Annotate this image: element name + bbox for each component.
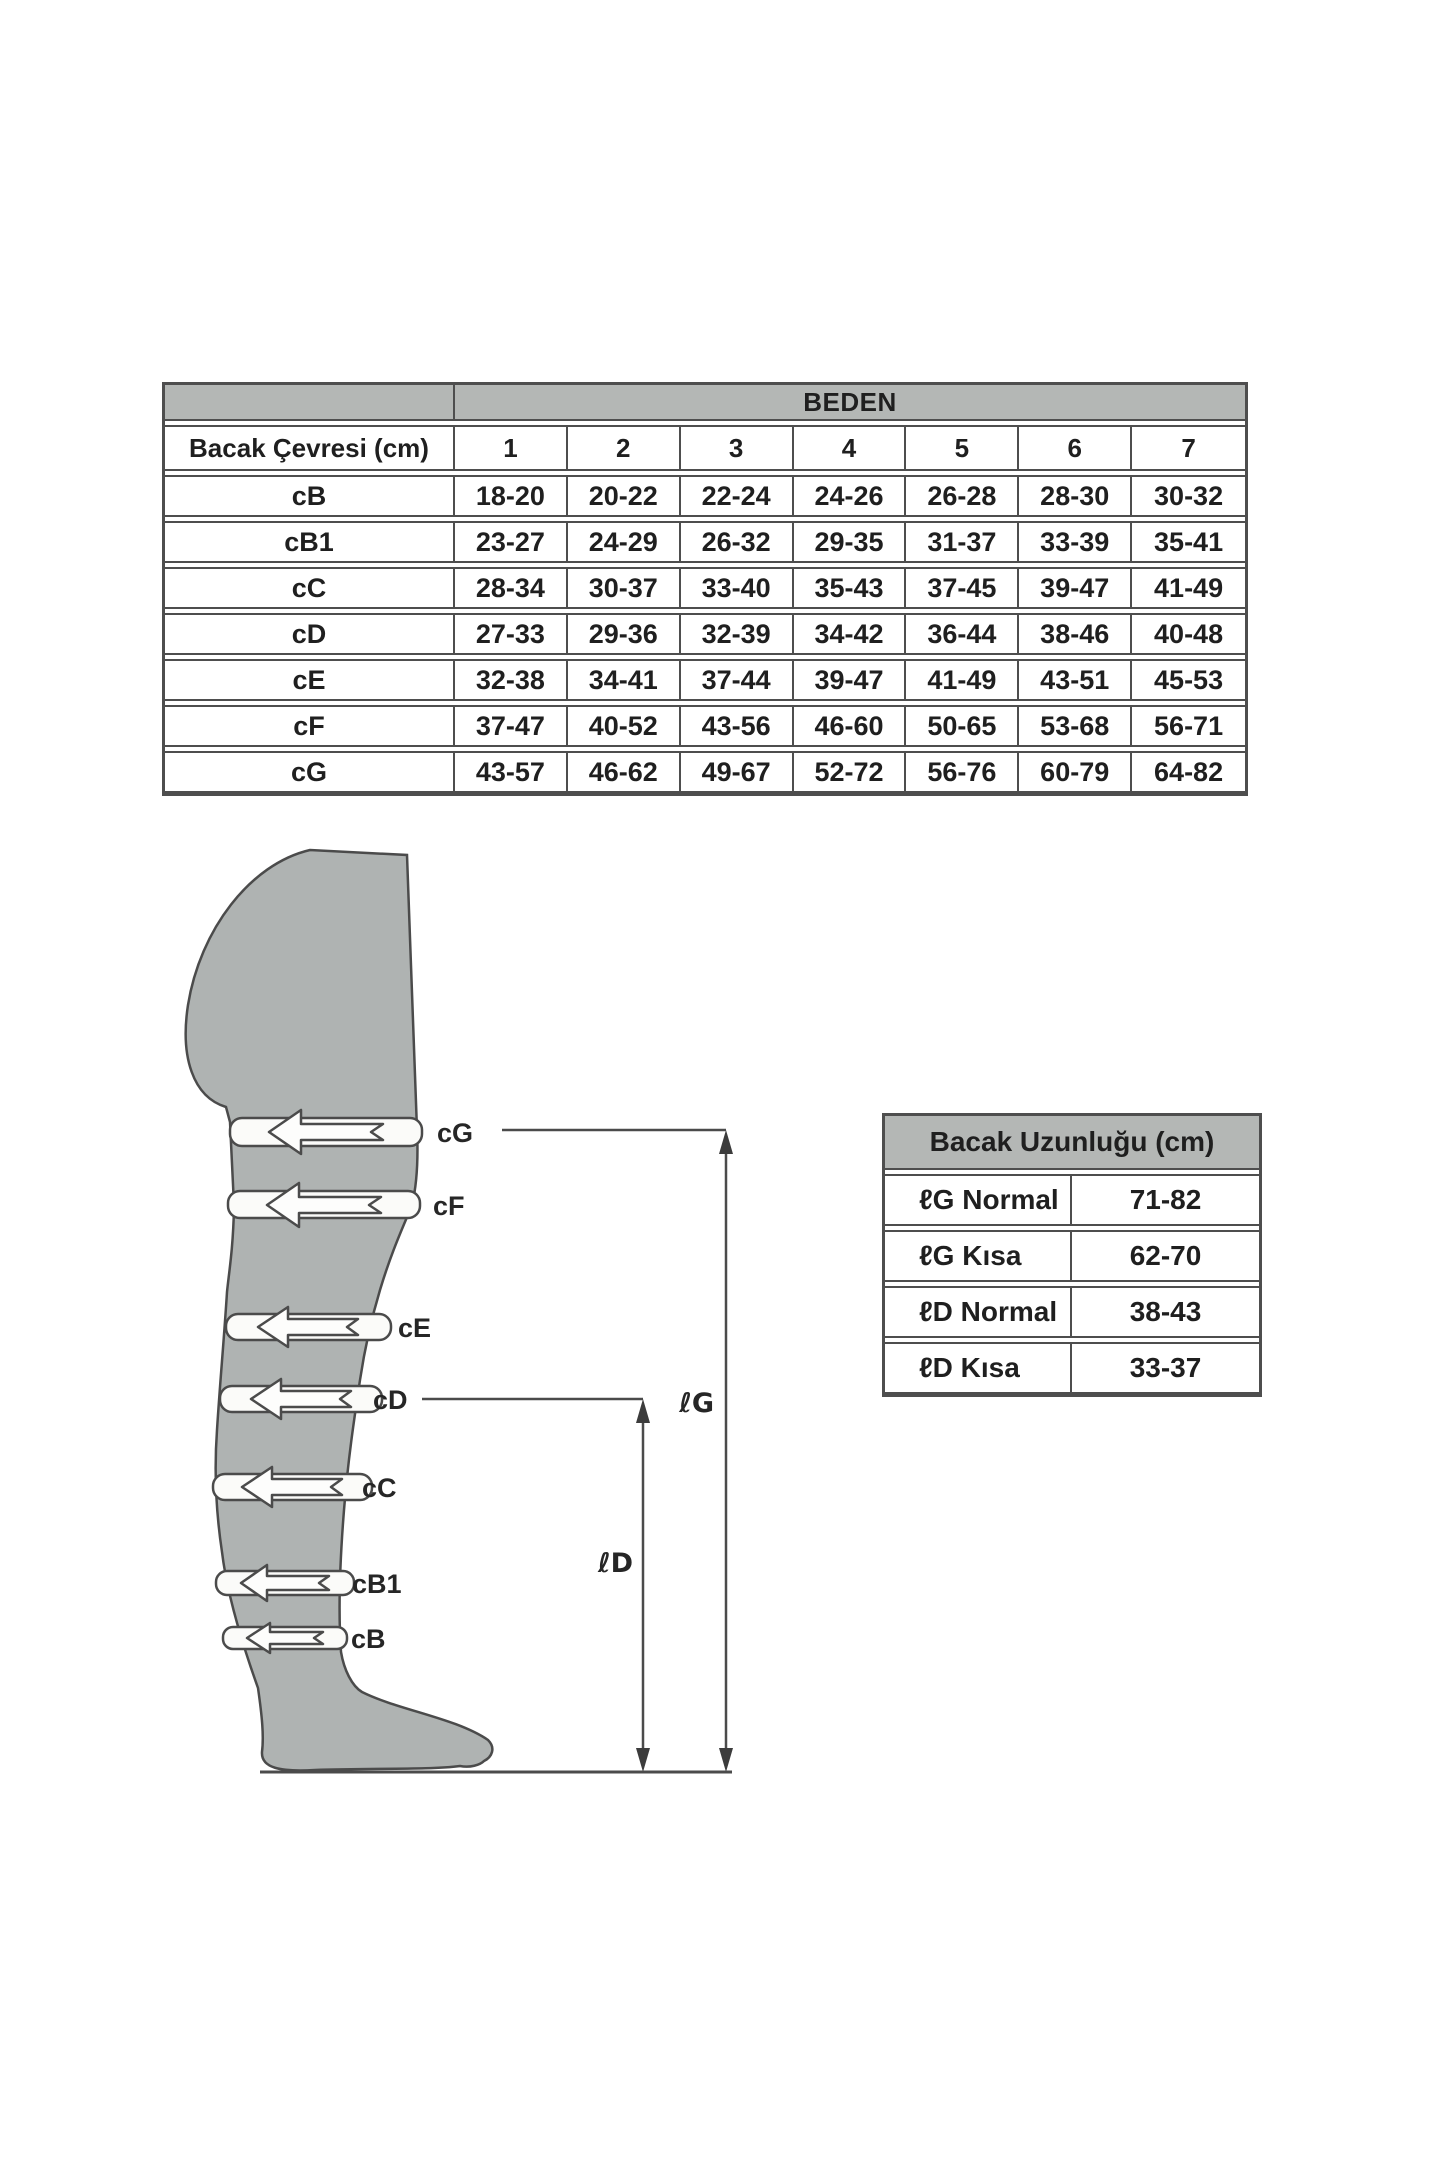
length-label-lD: ℓD — [597, 1548, 633, 1579]
strap-cB — [223, 1623, 347, 1653]
column-header: 7 — [1181, 432, 1196, 463]
table-cell: 60-79 — [1019, 753, 1132, 791]
table-cell: 23-27 — [455, 523, 568, 561]
table-cell: 56-76 — [906, 753, 1019, 791]
row-label: ℓG Kısa — [885, 1232, 1072, 1280]
row-label: cD — [165, 615, 455, 653]
size-table-header-row — [165, 385, 1245, 421]
table-cell: 31-37 — [906, 523, 1019, 561]
table-cell: 56-71 — [1154, 710, 1224, 741]
length-table-header-row — [885, 1116, 1259, 1170]
table-cell: 45-53 — [1154, 664, 1224, 695]
column-header: 2 — [568, 427, 681, 469]
table-cell: 41-49 — [906, 661, 1019, 699]
table-cell: 46-60 — [794, 707, 907, 745]
table-row — [165, 475, 1245, 517]
size-table-columns-row — [165, 425, 1245, 471]
strap-label: cD — [373, 1385, 408, 1415]
table-row — [885, 1342, 1259, 1394]
table-cell: 43-57 — [455, 753, 568, 791]
strap-cD — [220, 1379, 382, 1419]
table-cell: 28-34 — [455, 569, 568, 607]
table-cell: 43-56 — [681, 707, 794, 745]
table-cell: 26-28 — [906, 477, 1019, 515]
table-cell: 30-32 — [1154, 480, 1224, 511]
length-table-title: Bacak Uzunluğu (cm) — [885, 1116, 1259, 1168]
table-cell: 39-47 — [794, 661, 907, 699]
column-header: 4 — [794, 427, 907, 469]
table-cell: 36-44 — [906, 615, 1019, 653]
table-cell: 28-30 — [1019, 477, 1132, 515]
table-row — [165, 613, 1245, 655]
dimension-line-lG — [719, 1130, 733, 1772]
row-label: cE — [165, 661, 455, 699]
row-label: cB — [165, 477, 455, 515]
table-cell: 38-46 — [1019, 615, 1132, 653]
table-cell: 34-41 — [568, 661, 681, 699]
row-label: cC — [165, 569, 455, 607]
table-cell: 52-72 — [794, 753, 907, 791]
column-header: 6 — [1019, 427, 1132, 469]
column-header: 3 — [681, 427, 794, 469]
table-row — [165, 567, 1245, 609]
table-cell: 33-37 — [1129, 1352, 1202, 1383]
row-label: ℓG Normal — [885, 1176, 1072, 1224]
length-label-lG: ℓG — [679, 1388, 714, 1419]
dimension-line-lD — [636, 1399, 650, 1772]
table-cell: 30-37 — [568, 569, 681, 607]
table-cell: 46-62 — [568, 753, 681, 791]
table-cell: 32-39 — [681, 615, 794, 653]
table-cell: 22-24 — [681, 477, 794, 515]
arrow-down-icon — [636, 1748, 650, 1772]
table-cell: 71-82 — [1129, 1184, 1202, 1215]
table-cell: 26-32 — [681, 523, 794, 561]
size-table — [162, 382, 1248, 796]
table-cell: 29-36 — [568, 615, 681, 653]
table-cell: 49-67 — [681, 753, 794, 791]
length-table — [882, 1113, 1262, 1397]
table-row — [165, 659, 1245, 701]
table-row — [165, 751, 1245, 793]
size-table-title: BEDEN — [455, 385, 1245, 419]
strap-label: cG — [437, 1118, 474, 1148]
table-cell: 20-22 — [568, 477, 681, 515]
row-header-label: Bacak Çevresi (cm) — [165, 427, 455, 469]
table-row — [165, 521, 1245, 563]
strap-label: cC — [362, 1473, 397, 1503]
arrow-up-icon — [636, 1399, 650, 1423]
table-cell: 37-47 — [455, 707, 568, 745]
column-header: 5 — [906, 427, 1019, 469]
table-cell: 53-68 — [1019, 707, 1132, 745]
table-cell: 41-49 — [1154, 572, 1224, 603]
table-row — [885, 1174, 1259, 1226]
table-cell: 35-41 — [1154, 526, 1224, 557]
row-label: cF — [165, 707, 455, 745]
leg-measurement-diagram — [130, 820, 850, 1800]
table-cell: 33-39 — [1019, 523, 1132, 561]
strap-label: cE — [398, 1313, 432, 1343]
arrow-down-icon — [719, 1748, 733, 1772]
strap-label: cF — [433, 1191, 465, 1221]
table-cell: 40-48 — [1154, 618, 1224, 649]
strap-cC — [213, 1467, 372, 1507]
table-cell: 50-65 — [906, 707, 1019, 745]
column-header: 1 — [455, 427, 568, 469]
table-cell: 24-29 — [568, 523, 681, 561]
table-cell: 35-43 — [794, 569, 907, 607]
table-cell: 40-52 — [568, 707, 681, 745]
size-table-corner-cell — [165, 385, 455, 419]
row-label: cG — [165, 753, 455, 791]
table-cell: 33-40 — [681, 569, 794, 607]
row-label: cB1 — [165, 523, 455, 561]
strap-label: cB — [351, 1624, 386, 1654]
strap-label: cB1 — [352, 1569, 402, 1599]
table-cell: 37-45 — [906, 569, 1019, 607]
table-cell: 18-20 — [455, 477, 568, 515]
table-row — [885, 1230, 1259, 1282]
arrow-up-icon — [719, 1130, 733, 1154]
table-cell: 38-43 — [1129, 1296, 1202, 1327]
table-cell: 27-33 — [455, 615, 568, 653]
strap-cE — [226, 1307, 391, 1347]
table-cell: 24-26 — [794, 477, 907, 515]
row-label: ℓD Normal — [885, 1288, 1072, 1336]
table-cell: 37-44 — [681, 661, 794, 699]
table-cell: 64-82 — [1154, 756, 1224, 787]
table-cell: 34-42 — [794, 615, 907, 653]
table-cell: 29-35 — [794, 523, 907, 561]
table-row — [165, 705, 1245, 747]
table-cell: 62-70 — [1129, 1240, 1202, 1271]
table-row — [885, 1286, 1259, 1338]
table-cell: 39-47 — [1019, 569, 1132, 607]
row-label: ℓD Kısa — [885, 1344, 1072, 1392]
strap-cB1 — [216, 1565, 354, 1601]
table-cell: 43-51 — [1019, 661, 1132, 699]
table-cell: 32-38 — [455, 661, 568, 699]
